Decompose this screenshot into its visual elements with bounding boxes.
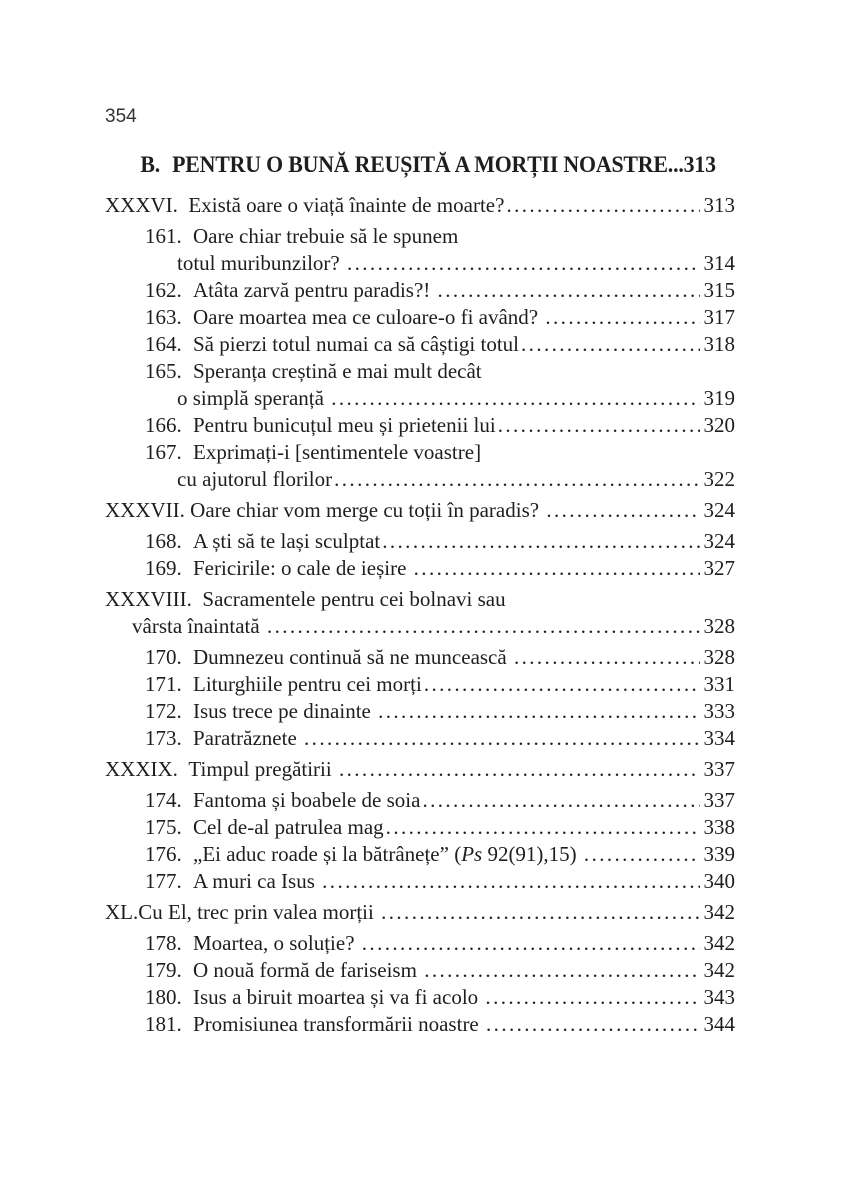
toc-line xyxy=(145,385,735,412)
dot-leader xyxy=(424,957,699,984)
entry-title: o simplă speranță xyxy=(177,386,330,410)
toc-item-entry xyxy=(105,644,735,671)
toc-chapter-entry xyxy=(105,899,735,926)
entry-page-number: 328 xyxy=(703,645,735,669)
toc-line xyxy=(145,528,735,555)
entry-title: Exprimați-i [sentimentele voastre] xyxy=(193,440,482,464)
toc-line xyxy=(145,358,735,385)
entry-page-number: 337 xyxy=(703,757,735,781)
toc-line xyxy=(145,814,735,841)
entry-page-number: 328 xyxy=(703,614,735,638)
dot-leader xyxy=(424,671,700,698)
entry-page-number: 334 xyxy=(703,726,735,750)
entry-label: 169. xyxy=(145,556,182,580)
toc-chapter-entry xyxy=(105,586,735,640)
entry-label: 171. xyxy=(145,672,182,696)
entry-label: 164. xyxy=(145,332,182,356)
dot-leader xyxy=(584,841,700,868)
toc-line xyxy=(145,223,735,250)
entry-title: Oare moartea mea ce culoare-o fi având? xyxy=(193,305,544,329)
entry-title: O nouă formă de fariseism xyxy=(193,958,423,982)
entry-title: Cel de-al patrulea mag xyxy=(193,815,384,839)
dot-leader xyxy=(422,787,699,814)
entry-label: 161. xyxy=(145,224,182,248)
entry-label: 165. xyxy=(145,359,182,383)
toc-item-entry xyxy=(105,439,735,493)
entry-title: A muri ca Isus xyxy=(193,869,321,893)
toc-line xyxy=(105,899,735,926)
entry-page-number: 344 xyxy=(703,1012,735,1036)
dot-leader xyxy=(382,528,699,555)
toc-line xyxy=(145,841,735,868)
toc-item-entry xyxy=(105,1011,735,1038)
dot-leader xyxy=(498,412,700,439)
toc-line xyxy=(145,555,735,582)
toc-line xyxy=(145,671,735,698)
toc-item-entry xyxy=(105,304,735,331)
entry-page-number: 313 xyxy=(703,193,735,217)
entry-label: XL. xyxy=(105,900,139,924)
section-heading xyxy=(105,152,716,179)
entry-label: 176. xyxy=(145,842,182,866)
entry-title: Liturghiile pentru cei morți xyxy=(193,672,422,696)
toc-line xyxy=(145,412,735,439)
dot-leader xyxy=(331,385,699,412)
entry-title: Să pierzi totul numai ca să câștigi totul xyxy=(193,332,520,356)
page-folio: 354 xyxy=(105,106,137,127)
entry-label: XXXIX. xyxy=(105,757,189,781)
entry-page-number: 324 xyxy=(703,498,735,522)
dot-leader xyxy=(304,725,699,752)
entry-title: Există oare o viață înainte de moarte? xyxy=(188,193,505,217)
entry-title: Pentru bunicuțul meu și prietenii lui xyxy=(193,413,496,437)
entry-label: XXXVIII. xyxy=(105,587,203,611)
entry-title: Oare chiar trebuie să le spunem xyxy=(193,224,459,248)
entry-page-number: 337 xyxy=(703,788,735,812)
entry-label: XXXVI. xyxy=(105,193,189,217)
entry-label: 167. xyxy=(145,440,182,464)
toc-chapter-entry xyxy=(105,192,735,219)
toc-line xyxy=(145,304,735,331)
entry-label: 174. xyxy=(145,788,182,812)
entry-title: Fericirile: o cale de ieșire xyxy=(193,556,412,580)
entry-title: „Ei aduc roade și la bătrânețe” (Ps 92(91),15) xyxy=(193,842,582,866)
toc-chapter-entry xyxy=(105,497,735,524)
dot-leader xyxy=(339,756,700,783)
section-heading-leader: ... xyxy=(667,152,684,178)
toc-line xyxy=(145,868,735,895)
entry-label: 180. xyxy=(145,985,182,1009)
entry-label: 178. xyxy=(145,931,182,955)
dot-leader xyxy=(521,331,699,358)
section-heading-title: PENTRU O BUNĂ REUȘITĂ A MORȚII NOASTRE xyxy=(172,152,668,178)
toc-item-entry xyxy=(105,671,735,698)
entry-page-number: 317 xyxy=(703,305,735,329)
toc-item-entry xyxy=(105,698,735,725)
toc-item-entry xyxy=(105,787,735,814)
entry-label: 162. xyxy=(145,278,182,302)
toc-item-entry xyxy=(105,528,735,555)
toc-line xyxy=(145,1011,735,1038)
toc-item-entry xyxy=(105,555,735,582)
entry-page-number: 318 xyxy=(703,332,735,356)
dot-leader xyxy=(386,814,700,841)
entry-title: Cu El, trec prin valea morții xyxy=(138,900,380,924)
dot-leader xyxy=(381,899,699,926)
entry-title: cu ajutorul florilor xyxy=(177,467,333,491)
dot-leader xyxy=(546,497,699,524)
entry-title: Moartea, o soluție? xyxy=(193,931,360,955)
entry-title: totul muribunzilor? xyxy=(177,251,345,275)
entry-page-number: 315 xyxy=(703,278,735,302)
entry-page-number: 324 xyxy=(703,529,735,553)
dot-leader xyxy=(414,555,700,582)
dot-leader xyxy=(486,1011,699,1038)
entry-title: Sacramentele pentru cei bolnavi sau xyxy=(202,587,506,611)
entry-page-number: 342 xyxy=(703,900,735,924)
entry-title: vârsta înaintată xyxy=(132,614,265,638)
dot-leader xyxy=(334,466,699,493)
entry-label: 168. xyxy=(145,529,182,553)
toc-line xyxy=(145,984,735,1011)
entry-title: Paratrăznete xyxy=(193,726,303,750)
toc-line xyxy=(105,586,735,613)
toc-entries xyxy=(105,192,735,1038)
dot-leader xyxy=(485,984,699,1011)
toc-line xyxy=(105,756,735,783)
toc-line xyxy=(145,725,735,752)
entry-page-number: 333 xyxy=(703,699,735,723)
entry-page-number: 339 xyxy=(703,842,735,866)
toc-line xyxy=(145,250,735,277)
toc-item-entry xyxy=(105,984,735,1011)
entry-page-number: 327 xyxy=(703,556,735,580)
entry-page-number: 342 xyxy=(703,931,735,955)
toc-item-entry xyxy=(105,841,735,868)
toc-item-entry xyxy=(105,814,735,841)
entry-title: Oare chiar vom merge cu toții în paradis? xyxy=(190,498,545,522)
entry-label: 163. xyxy=(145,305,182,329)
toc-item-entry xyxy=(105,412,735,439)
entry-label: 175. xyxy=(145,815,182,839)
entry-page-number: 343 xyxy=(703,985,735,1009)
entry-label: 166. xyxy=(145,413,182,437)
entry-page-number: 331 xyxy=(703,672,735,696)
dot-leader xyxy=(514,644,700,671)
entry-title-italic: Ps xyxy=(461,842,483,866)
toc-line xyxy=(105,192,735,219)
entry-label: XXXVII. xyxy=(105,498,191,522)
dot-leader xyxy=(362,930,700,957)
entry-page-number: 342 xyxy=(703,958,735,982)
toc-line xyxy=(145,698,735,725)
dot-leader xyxy=(267,613,700,640)
toc-line xyxy=(145,957,735,984)
entry-title: Isus a biruit moartea și va fi acolo xyxy=(193,985,484,1009)
toc-line xyxy=(145,787,735,814)
dot-leader xyxy=(506,192,699,219)
entry-title: Atâta zarvă pentru paradis?! xyxy=(193,278,436,302)
section-heading-label: B. xyxy=(140,152,161,178)
toc-line xyxy=(105,613,735,640)
toc-line xyxy=(145,644,735,671)
toc-item-entry xyxy=(105,277,735,304)
entry-label: 170. xyxy=(145,645,182,669)
dot-leader xyxy=(545,304,699,331)
entry-title: Isus trece pe dinainte xyxy=(193,699,377,723)
entry-page-number: 322 xyxy=(703,467,735,491)
dot-leader xyxy=(347,250,700,277)
toc-item-entry xyxy=(105,957,735,984)
section-heading-page: 313 xyxy=(683,152,716,178)
toc-item-entry xyxy=(105,868,735,895)
entry-label: 172. xyxy=(145,699,182,723)
entry-title: A ști să te lași sculptat xyxy=(193,529,381,553)
toc-item-entry xyxy=(105,358,735,412)
toc-chapter-entry xyxy=(105,756,735,783)
toc-item-entry xyxy=(105,930,735,957)
toc-line xyxy=(145,331,735,358)
toc-line xyxy=(145,439,735,466)
dot-leader xyxy=(438,277,700,304)
entry-label: 179. xyxy=(145,958,182,982)
entry-title: Fantoma și boabele de soia xyxy=(193,788,421,812)
toc-item-entry xyxy=(105,331,735,358)
toc-line xyxy=(145,930,735,957)
dot-leader xyxy=(378,698,699,725)
entry-page-number: 340 xyxy=(703,869,735,893)
toc-line xyxy=(145,277,735,304)
toc-line xyxy=(105,497,735,524)
entry-label: 177. xyxy=(145,869,182,893)
entry-label: 173. xyxy=(145,726,182,750)
dot-leader xyxy=(322,868,699,895)
entry-title: Timpul pregătirii xyxy=(188,757,337,781)
entry-title: Dumnezeu continuă să ne muncească xyxy=(193,645,512,669)
entry-page-number: 338 xyxy=(703,815,735,839)
entry-page-number: 314 xyxy=(703,251,735,275)
toc-line xyxy=(145,466,735,493)
entry-title: Speranța creștină e mai mult decât xyxy=(193,359,482,383)
entry-title: Promisiunea transformării noastre xyxy=(193,1012,485,1036)
toc-item-entry xyxy=(105,223,735,277)
entry-page-number: 320 xyxy=(703,413,735,437)
entry-page-number: 319 xyxy=(703,386,735,410)
entry-label: 181. xyxy=(145,1012,182,1036)
toc-item-entry xyxy=(105,725,735,752)
